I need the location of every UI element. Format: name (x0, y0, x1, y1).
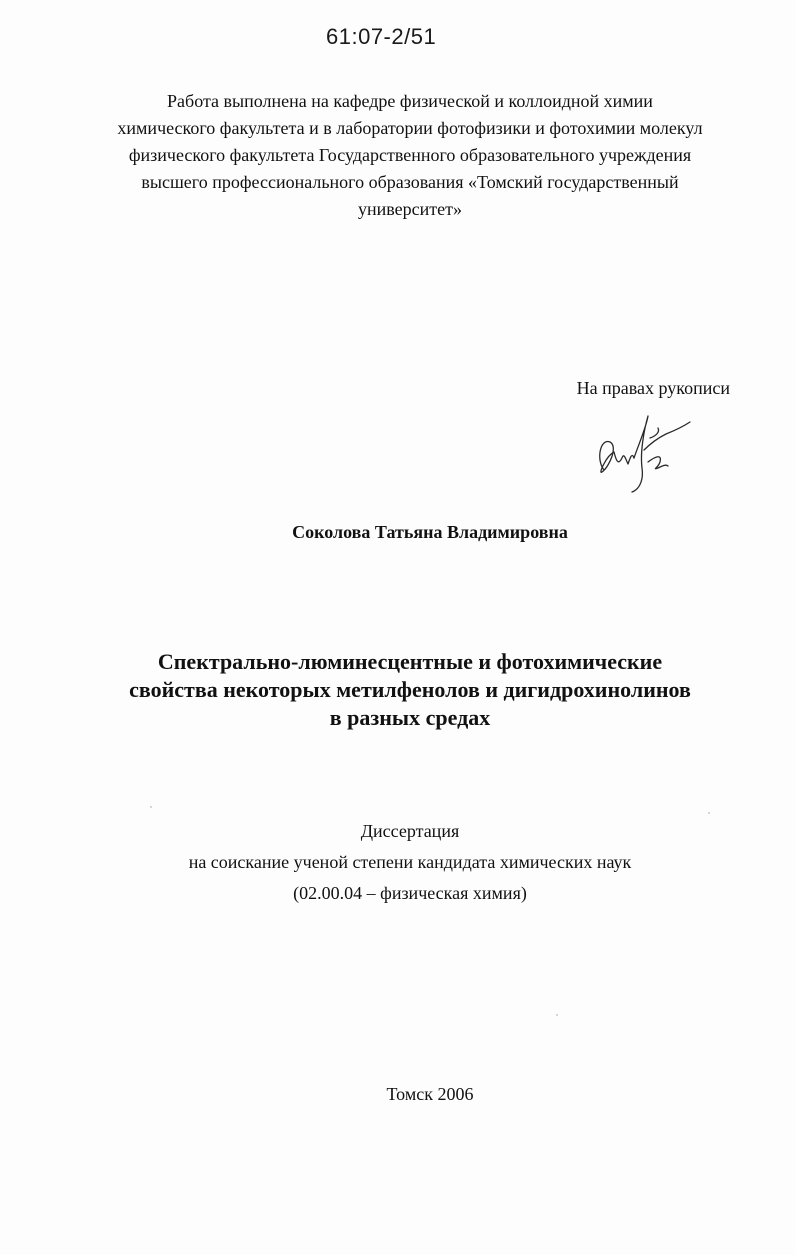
city-year: Томск 2006 (386, 1084, 474, 1104)
scan-speck (556, 1014, 558, 1016)
manuscript-rights-note: На правах рукописи (576, 378, 730, 398)
institution-statement (80, 88, 740, 223)
title-line: Спектрально-люминесцентные и фотохимические (157, 649, 663, 674)
dissertation-info (80, 816, 740, 909)
title-line: в разных средах (329, 705, 491, 730)
institution-line: физического факультета Государственного образовательного учреждения (128, 145, 692, 165)
document-type: Диссертация (360, 821, 460, 841)
scan-speck (150, 806, 152, 808)
institution-line: высшего профессионального образования «Томский государственный (141, 172, 679, 192)
archive-code: 61:07-2/51 (326, 24, 437, 49)
handwritten-signature (586, 408, 696, 498)
institution-line: университет» (358, 199, 462, 219)
specialty-code: (02.00.04 – физическая химия) (293, 883, 527, 903)
dissertation-title (80, 648, 740, 732)
scan-speck (708, 812, 710, 814)
title-line: свойства некоторых метилфенолов и дигидрохинолинов (129, 677, 691, 702)
institution-line: химического факультета и в лаборатории фотофизики и фотохимии молекул (117, 118, 703, 138)
author-name: Соколова Татьяна Владимировна (292, 522, 568, 542)
degree-statement: на соискание ученой степени кандидата химических наук (188, 852, 632, 872)
institution-line: Работа выполнена на кафедре физической и коллоидной химии (167, 91, 653, 111)
